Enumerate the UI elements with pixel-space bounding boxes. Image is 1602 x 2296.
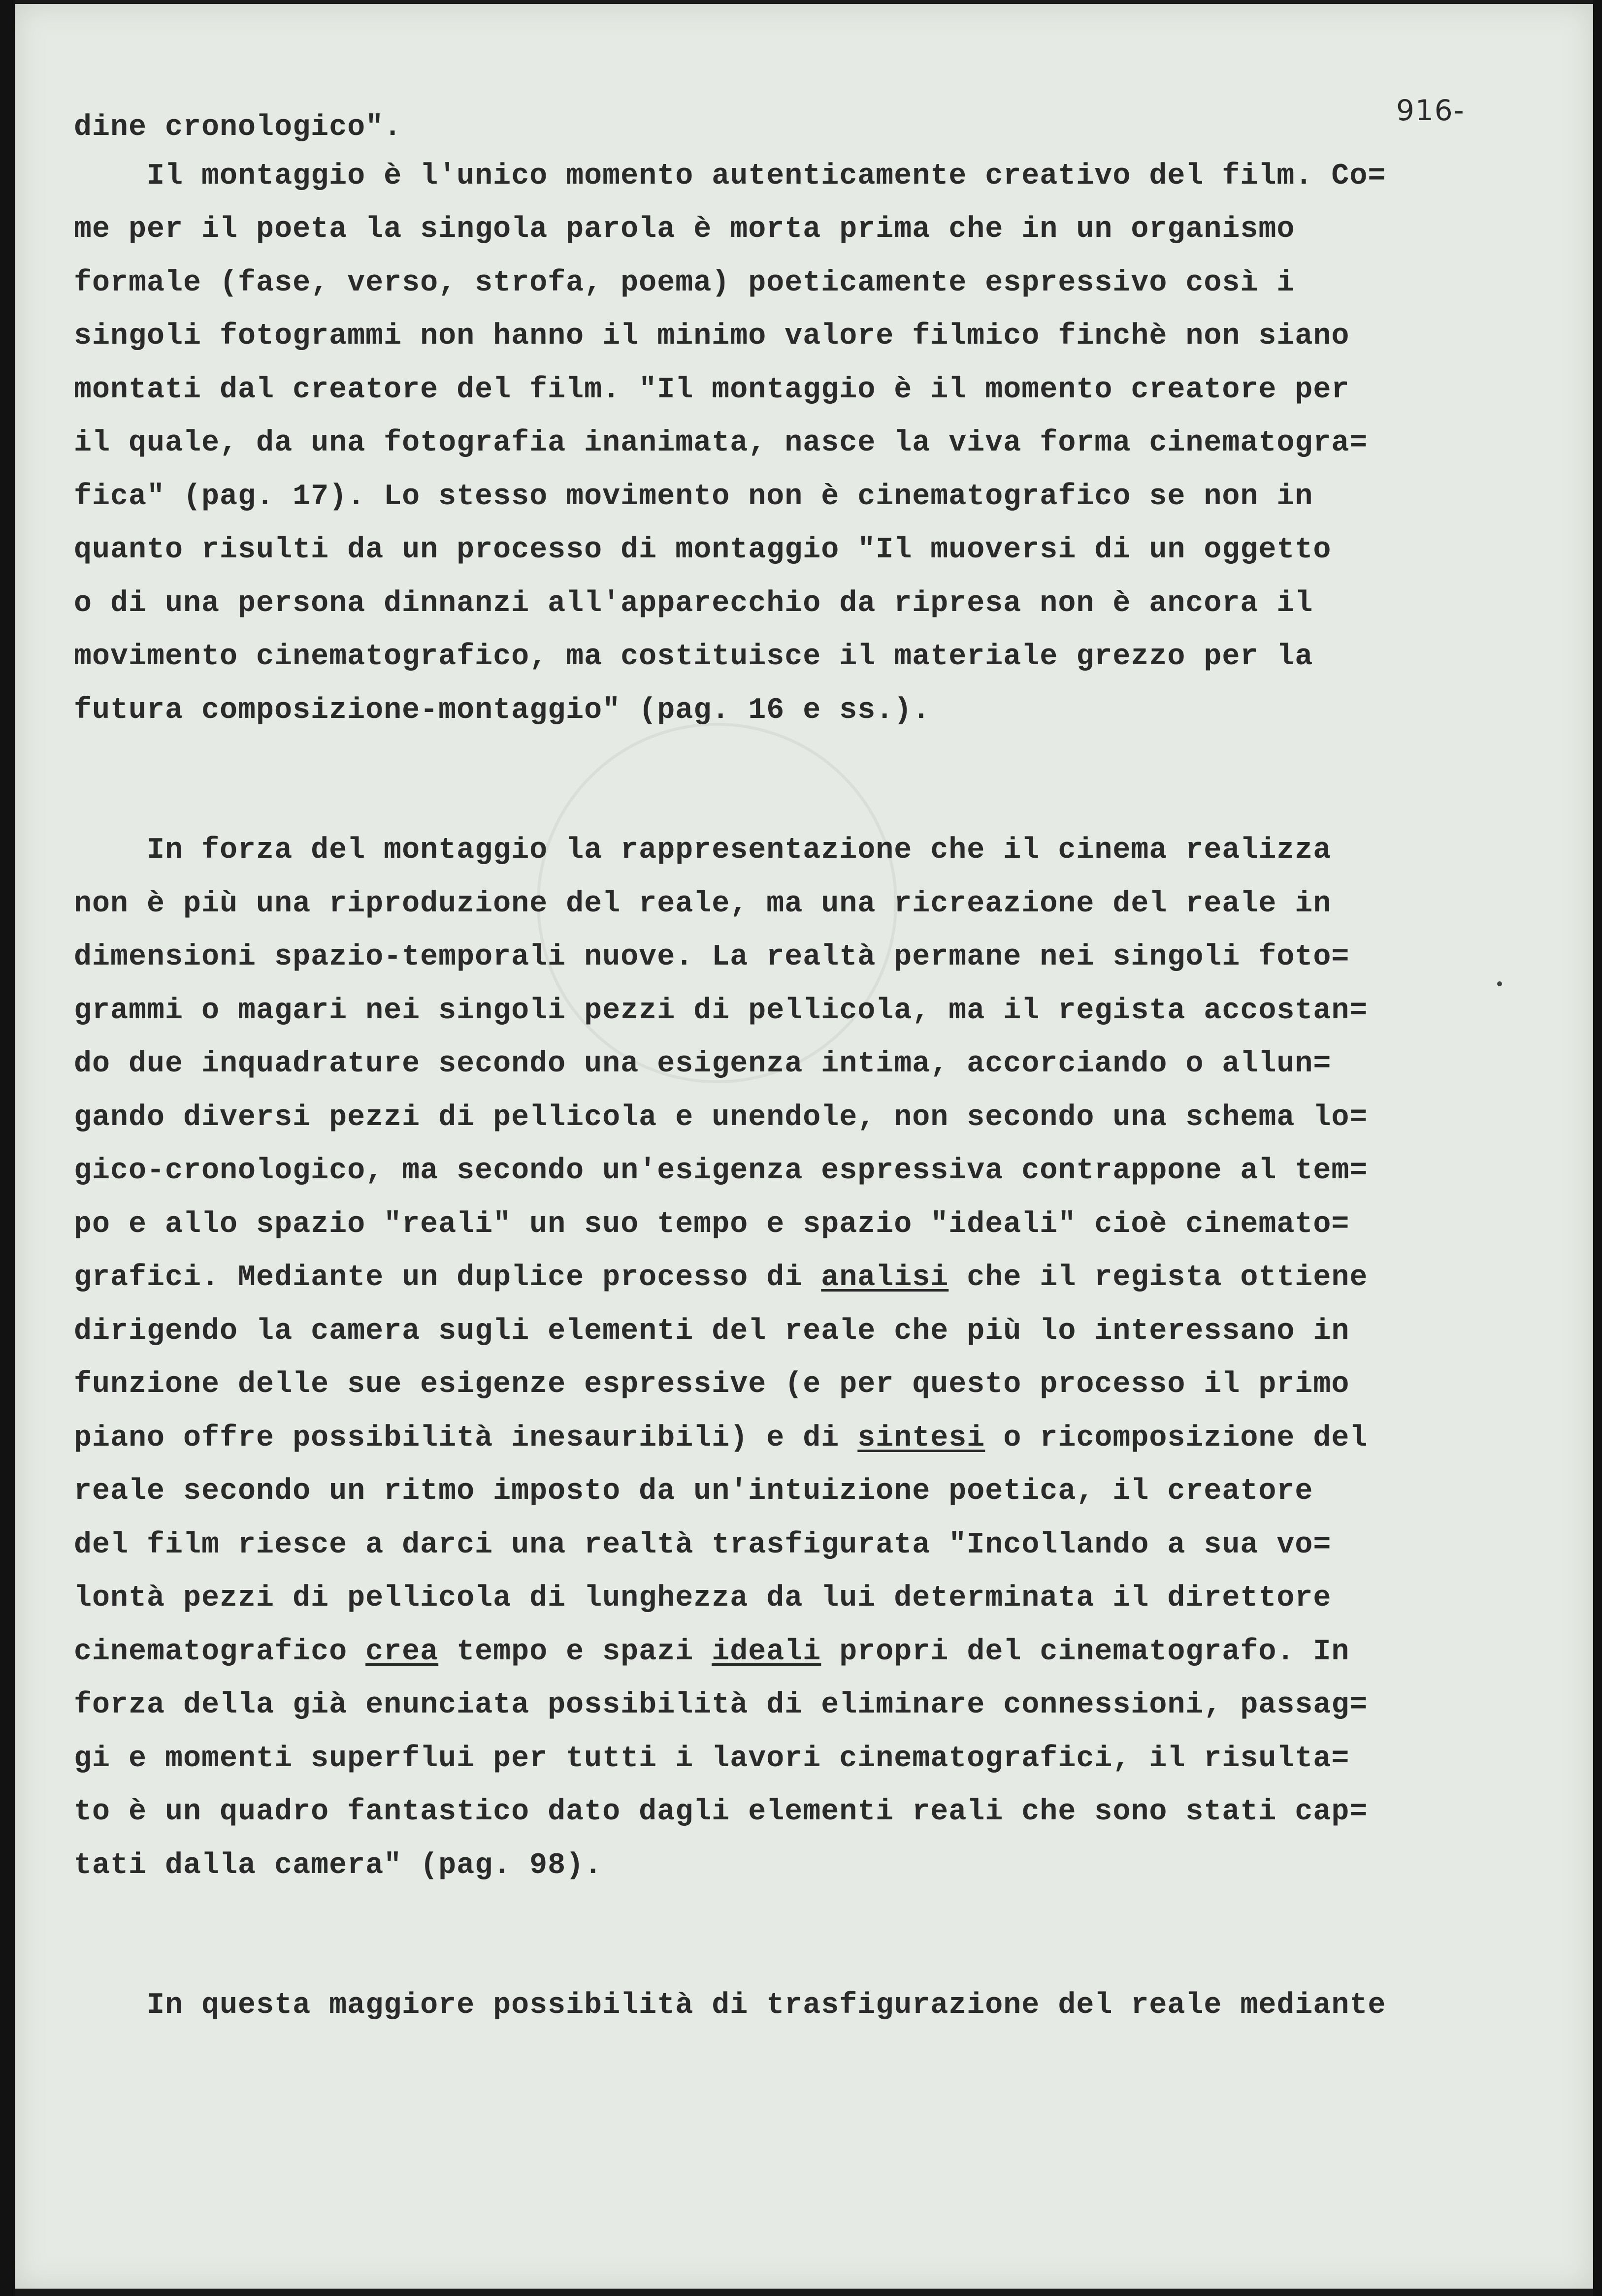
text-line: to è un quadro fantastico dato dagli elementi reali che sono stati cap=: [74, 1795, 1368, 1829]
text-line: dirigendo la camera sugli elementi del reale che più lo interessano in: [74, 1314, 1350, 1348]
text-line: quanto risulti da un processo di montaggio "Il muoversi di un oggetto: [74, 533, 1332, 567]
text-line: me per il poeta la singola parola è morta prima che in un organismo: [74, 213, 1295, 246]
text-line: In forza del montaggio la rappresentazione che il cinema realizza: [74, 834, 1332, 867]
text-segment: piano offre possibilità inesauribili) e di: [74, 1421, 858, 1455]
text-line: do due inquadrature secondo una esigenza intima, accorciando o allun=: [74, 1047, 1332, 1081]
text-line: lontà pezzi di pellicola di lunghezza da lui determinata il direttore: [74, 1582, 1332, 1615]
text-line: reale secondo un ritmo imposto da un'intuizione poetica, il creatore: [74, 1475, 1313, 1508]
text-line: po e allo spazio "reali" un suo tempo e spazio "ideali" cioè cinemato=: [74, 1207, 1350, 1241]
text-line: forza della già enunciata possibilità di eliminare connessioni, passag=: [74, 1688, 1368, 1722]
text-line: montati dal creatore del film. "Il montaggio è il momento creatore per: [74, 373, 1350, 407]
margin-dot: [1497, 981, 1502, 986]
text-segment: cinematografico: [74, 1635, 366, 1669]
text-line: gico-cronologico, ma secondo un'esigenza espressiva contrappone al tem=: [74, 1154, 1368, 1188]
text-segment: o ricomposizione del: [985, 1421, 1368, 1455]
text-line-with-underline: [74, 1625, 1492, 1679]
text-line: del film riesce a darci una realtà trasfigurata "Incollando a sua vo=: [74, 1528, 1332, 1562]
scan-border-left: [0, 0, 15, 2296]
text-line: dine cronologico".: [74, 111, 402, 144]
text-line: il quale, da una fotografia inanimata, nasce la viva forma cinematogra=: [74, 426, 1368, 460]
scan-border-right: [1593, 0, 1602, 2296]
underlined-word-sintesi: sintesi: [857, 1421, 985, 1455]
text-segment: che il regista ottiene: [948, 1261, 1368, 1294]
text-line: formale (fase, verso, strofa, poema) poeticamente espressivo così i: [74, 266, 1295, 300]
text-line: o di una persona dinnanzi all'apparecchio da ripresa non è ancora il: [74, 586, 1313, 620]
text-line: dimensioni spazio-temporali nuove. La realtà permane nei singoli foto=: [74, 940, 1350, 974]
text-line: futura composizione-montaggio" (pag. 16 e ss.).: [74, 693, 931, 727]
text-line: tati dalla camera" (pag. 98).: [74, 1848, 603, 1882]
paragraph-gap: [74, 737, 1492, 824]
text-line: grammi o magari nei singoli pezzi di pellicola, ma il regista accostan=: [74, 994, 1368, 1028]
underlined-word-analisi: analisi: [821, 1261, 949, 1294]
text-line: non è più una riproduzione del reale, ma una ricreazione del reale in: [74, 887, 1332, 921]
paragraph-gap: [74, 1892, 1492, 1979]
text-segment: tempo e spazi: [438, 1635, 712, 1669]
text-line: fica" (pag. 17). Lo stesso movimento non è cinematografico se non in: [74, 480, 1313, 514]
text-line: In questa maggiore possibilità di trasfigurazione del reale mediante: [74, 1989, 1386, 2022]
text-line: gi e momenti superflui per tutti i lavori cinematografici, il risulta=: [74, 1742, 1350, 1776]
document-body: [74, 101, 1492, 2033]
text-line-with-underline: [74, 1412, 1492, 1465]
underlined-word-ideali: ideali: [712, 1635, 821, 1669]
text-line: singoli fotogrammi non hanno il minimo valore filmico finchè non siano: [74, 320, 1350, 353]
text-line: gando diversi pezzi di pellicola e unendole, non secondo una schema lo=: [74, 1100, 1368, 1134]
text-line: Il montaggio è l'unico momento autenticamente creativo del film. Co=: [74, 159, 1386, 193]
underlined-word-crea: crea: [365, 1635, 439, 1669]
text-segment: propri del cinematografo. In: [821, 1635, 1350, 1669]
text-line: funzione delle sue esigenze espressive (e per questo processo il primo: [74, 1368, 1350, 1401]
text-segment: grafici. Mediante un duplice processo di: [74, 1261, 821, 1294]
text-line-with-underline: [74, 1251, 1492, 1305]
page-number: 916-: [1396, 94, 1465, 127]
text-line: movimento cinematografico, ma costituisce il materiale grezzo per la: [74, 640, 1313, 674]
